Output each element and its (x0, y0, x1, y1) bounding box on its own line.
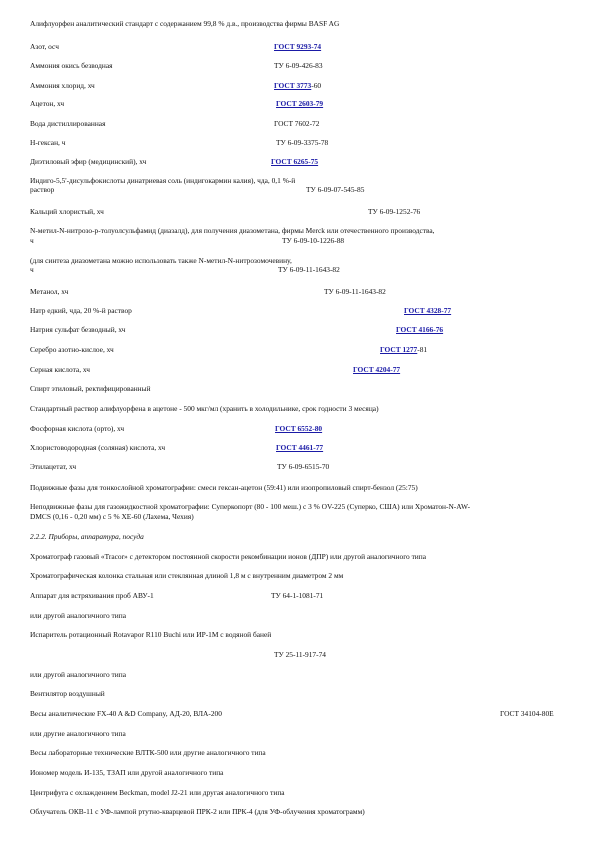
reagent-name: Хлористоводородная (соляная) кислота, хч (30, 443, 166, 452)
reagent-name: Азот, осч (30, 42, 59, 51)
reagent-name-cont: ч (30, 236, 34, 245)
standard-ref-tail: -81 (417, 345, 428, 354)
standard-link[interactable]: ГОСТ 3773 (274, 81, 312, 90)
standard-ref-tail: -60 (311, 81, 322, 90)
reagent-name: Серебро азотно-кислое, хч (30, 345, 114, 354)
reagent-name: Аммония окись безводная (30, 61, 113, 70)
standard-ref: ТУ 6-09-10-1226-88 (282, 236, 345, 245)
standard-ref: ТУ 6-09-426-83 (274, 61, 323, 70)
standard-ref-row (380, 345, 427, 354)
equipment-line: Иономер модель И-135, ТЗАП или другой аналогичного типа (30, 768, 224, 777)
equipment-name: Весы аналитические FX-40 A &D Company, АД-20, ВЛА-200 (30, 709, 222, 718)
equipment-line: Весы лабораторные технические ВЛТК-500 или другие аналогичного типа (30, 748, 266, 757)
reagent-name: Натр едкий, чда, 20 %-й раствор (30, 306, 132, 315)
reagent-name: Н-гексан, ч (30, 138, 66, 147)
standard-link[interactable]: ГОСТ 4328-77 (404, 306, 452, 315)
standard-link[interactable]: ГОСТ 4461-77 (276, 443, 324, 452)
reagent-line: Стандартный раствор алифлуорфена в ацетоне - 500 мкг/мл (хранить в холодильнике, срок годности 3 месяца) (30, 404, 379, 413)
section-heading: 2.2.2. Приборы, аппаратура, посуда (30, 532, 144, 541)
standard-ref: ГОСТ 7602-72 (274, 119, 320, 128)
equipment-line: Облучатель ОКВ-11 с УФ-лампой ртутно-кварцевой ПРК-2 или ПРК-4 (для УФ-облучения хроматограмм) (30, 807, 365, 816)
standard-ref: ТУ 6-09-11-1643-82 (278, 265, 340, 274)
reagent-line: Неподвижные фазы для газожидкостной хроматографии: Суперкопорт (80 - 100 меш.) с 3 % OV-225 (Суперко, США) или Хроматон-N-AW- (30, 502, 471, 511)
reagent-name: Фосфорная кислота (орто), хч (30, 424, 125, 433)
standard-link[interactable]: ГОСТ 6552-80 (275, 424, 323, 433)
reagent-name: Серная кислота, хч (30, 365, 90, 374)
equipment-name: Аппарат для встряхивания проб АВУ-1 (30, 591, 154, 600)
standard-link[interactable]: ГОСТ 1277 (380, 345, 418, 354)
equipment-line: или другой аналогичного типа (30, 670, 126, 679)
standard-link[interactable]: ГОСТ 2603-79 (276, 99, 324, 108)
reagent-name-cont: ч (30, 265, 34, 274)
equipment-line: или другой аналогичного типа (30, 611, 126, 620)
reagent-name: Этилацетат, хч (30, 462, 77, 471)
reagent-line-cont: DMCS (0,16 - 0,20 мм) с 5 % XE-60 (Лахема, Чехия) (30, 512, 194, 521)
reagent-name: Аммония хлорид, хч (30, 81, 95, 90)
reagent-line: Подвижные фазы для тонкослойной хроматографии: смеси гексан-ацетон (59:41) или изопропиловый спирт-бензол (25:75) (30, 483, 418, 492)
reagent-name: Кальций хлористый, хч (30, 207, 104, 216)
standard-link[interactable]: ГОСТ 4166-76 (396, 325, 444, 334)
reagent-name: Натрия сульфат безводный, хч (30, 325, 126, 334)
standard-ref: ТУ 25-11-917-74 (274, 650, 326, 659)
standard-ref: ТУ 6-09-3375-78 (276, 138, 329, 147)
reagent-line: Алифлуорфен аналитический стандарт с содержанием 99,8 % д.в., производства фирмы BASF AG (30, 19, 340, 28)
standard-ref: ТУ 6-09-11-1643-82 (324, 287, 386, 296)
reagent-name: Диэтиловый эфир (медицинский), хч (30, 157, 147, 166)
reagent-name: Метанол, хч (30, 287, 69, 296)
standard-ref: ТУ 6-09-07-545-85 (306, 185, 365, 194)
equipment-line: Центрифуга с охлаждением Beckman, model J2-21 или другая аналогичного типа (30, 788, 285, 797)
standard-ref: ТУ 64-1-1081-71 (271, 591, 324, 600)
equipment-line: Вентилятор воздушный (30, 689, 105, 698)
standard-ref: ТУ 6-09-6515-70 (277, 462, 330, 471)
reagent-name: N-метил-N-нитрозо-p-толуолсульфамид (диазалд), для получения диазометана, фирмы Merck или отечественного производства, (30, 226, 435, 235)
equipment-line: Испаритель ротационный Rotavapor R110 Buchi или ИР-1М с водяной баней (30, 630, 272, 639)
standard-ref-row (274, 81, 321, 90)
equipment-line: или другие аналогичного типа (30, 729, 126, 738)
equipment-line: Хроматографическая колонка стальная или стеклянная длиной 1,8 м с внутренним диаметром 2 мм (30, 571, 344, 580)
standard-link[interactable]: ГОСТ 6265-75 (271, 157, 319, 166)
standard-ref: ГОСТ 34104-80Е (500, 709, 554, 718)
reagent-name: Индиго-5,5'-дисульфокислоты динатриевая соль (индигокармин калия), чда, 0,1 %-й (30, 176, 296, 185)
reagent-name: Вода дистиллированная (30, 119, 106, 128)
standard-ref: ТУ 6-09-1252-76 (368, 207, 421, 216)
reagent-name: Спирт этиловый, ректифицированный (30, 384, 151, 393)
reagent-name-cont: раствор (30, 185, 55, 194)
reagent-name: Ацетон, хч (30, 99, 65, 108)
standard-link[interactable]: ГОСТ 9293-74 (274, 42, 322, 51)
reagent-name: (для синтеза диазометана можно использовать также N-метил-N-нитрозомочевину, (30, 256, 292, 265)
equipment-line: Хроматограф газовый «Tracor» с детектором постоянной скорости рекомбинации ионов (ДПР) или другой аналогичного типа (30, 552, 427, 561)
standard-link[interactable]: ГОСТ 4204-77 (353, 365, 401, 374)
